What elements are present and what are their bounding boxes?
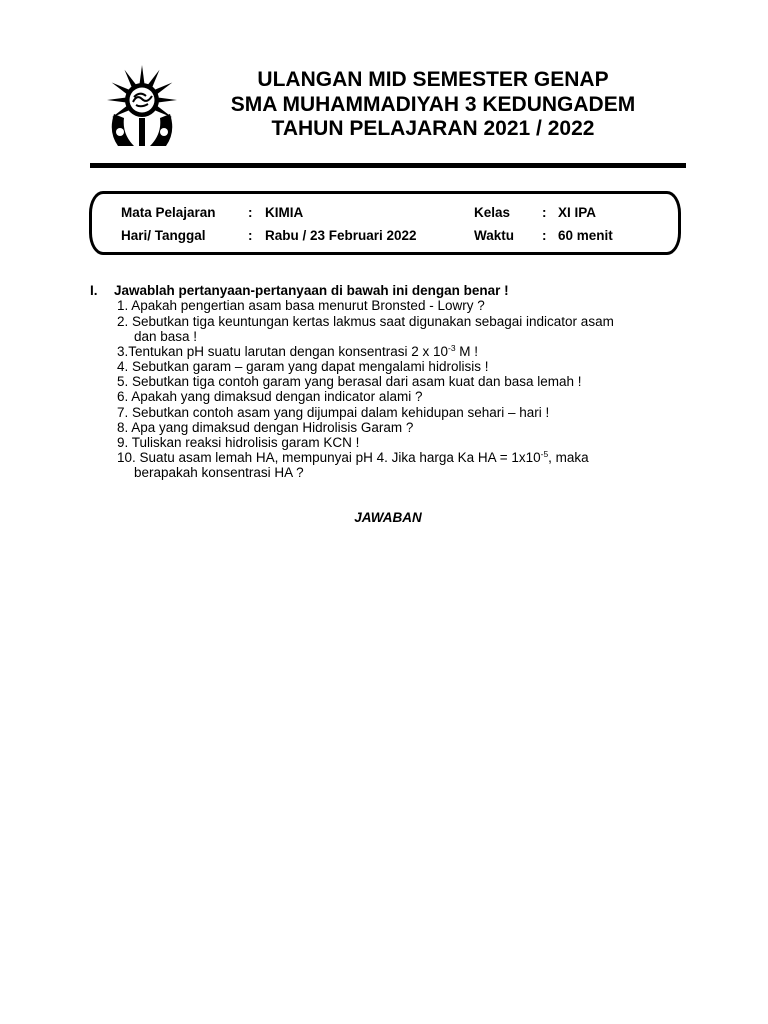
- subject-value: KIMIA: [265, 205, 304, 220]
- exam-heading: [200, 68, 666, 142]
- subject-label: Mata Pelajaran: [121, 205, 216, 220]
- section-number: I.: [90, 283, 98, 298]
- info-box: [89, 191, 681, 255]
- heading-line-1: ULANGAN MID SEMESTER GENAP: [257, 68, 609, 91]
- question-9: 9. Tuliskan reaksi hidrolisis garam KCN !: [117, 435, 360, 450]
- header-divider: [90, 163, 686, 168]
- time-value: 60 menit: [558, 228, 613, 243]
- question-10-exponent: -5: [540, 449, 549, 459]
- question-2-line-1: 2. Sebutkan tiga keuntungan kertas lakmus saat digunakan sebagai indicator asam: [117, 314, 614, 329]
- question-10-line-2: berapakah konsentrasi HA ?: [134, 465, 304, 480]
- date-value: Rabu / 23 Februari 2022: [265, 228, 417, 243]
- subject-separator: :: [248, 205, 253, 220]
- question-8: 8. Apa yang dimaksud dengan Hidrolisis Garam ?: [117, 420, 414, 435]
- class-value: XI IPA: [558, 205, 597, 220]
- muhammadiyah-sun-logo-icon: [94, 64, 190, 150]
- class-label: Kelas: [474, 205, 511, 220]
- question-3-exponent: -3: [447, 343, 456, 353]
- section-instruction: [90, 283, 509, 298]
- question-7: 7. Sebutkan contoh asam yang dijumpai dalam kehidupan sehari – hari !: [117, 405, 550, 420]
- question-4: 4. Sebutkan garam – garam yang dapat mengalami hidrolisis !: [117, 359, 489, 374]
- heading-line-2: SMA MUHAMMADIYAH 3 KEDUNGADEM: [230, 92, 636, 116]
- class-separator: :: [542, 205, 547, 220]
- question-3: [117, 344, 478, 359]
- time-label: Waktu: [474, 228, 514, 243]
- question-10-line-1: [117, 450, 589, 465]
- question-3-unit: M !: [455, 344, 479, 359]
- time-separator: :: [542, 228, 547, 243]
- question-6: 6. Apakah yang dimaksud dengan indicator alami ?: [117, 389, 423, 404]
- answer-heading: JAWABAN: [354, 510, 422, 525]
- heading-line-3: TAHUN PELAJARAN 2021 / 2022: [271, 117, 595, 140]
- instruction-text: Jawablah pertanyaan-pertanyaan di bawah ini dengan benar !: [114, 283, 509, 298]
- date-label: Hari/ Tanggal: [121, 228, 206, 243]
- question-10-text: 10. Suatu asam lemah HA, mempunyai pH 4. Jika harga Ka HA = 1x10: [117, 450, 541, 465]
- date-separator: :: [248, 228, 253, 243]
- question-2-line-2: dan basa !: [134, 329, 198, 344]
- question-5: 5. Sebutkan tiga contoh garam yang berasal dari asam kuat dan basa lemah !: [117, 374, 582, 389]
- question-10-text-end: , maka: [548, 450, 589, 465]
- question-3-text: 3.Tentukan pH suatu larutan dengan konsentrasi 2 x 10: [117, 344, 448, 359]
- question-1: 1. Apakah pengertian asam basa menurut Bronsted - Lowry ?: [117, 298, 485, 313]
